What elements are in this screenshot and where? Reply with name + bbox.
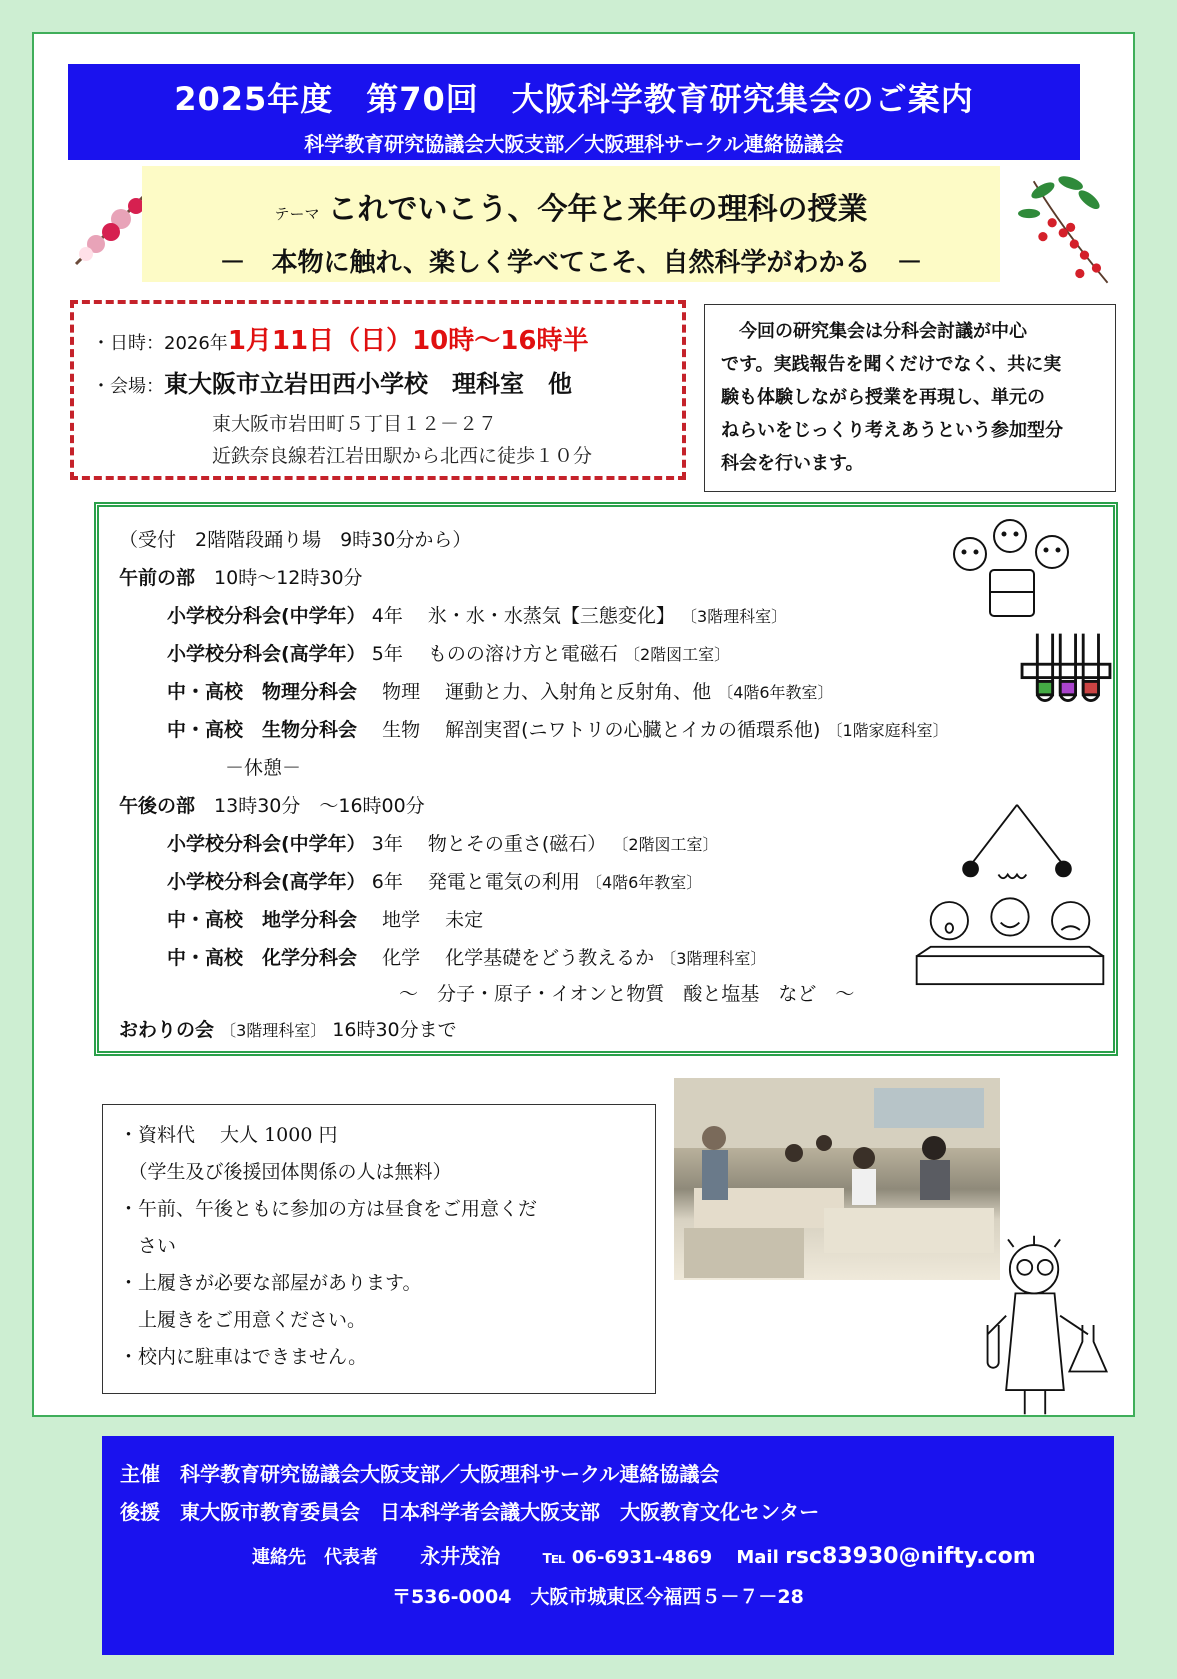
- mail-label: Mail: [736, 1547, 779, 1568]
- intro-line: ねらいをじっくり考えあうという参加型分: [721, 420, 1063, 441]
- note-line: さい: [119, 1235, 177, 1257]
- session-group: 小学校分科会(中学年）: [167, 833, 366, 855]
- children-desk-illustration: [912, 892, 1108, 996]
- session-row: [167, 943, 766, 970]
- session-topic: 発電と電気の利用: [427, 871, 580, 893]
- venue-row: [92, 364, 572, 399]
- note-line: ・資料代 大人 1000 円: [119, 1124, 338, 1146]
- page-title: 2025年度 第70回 大阪科学教育研究集会のご案内: [174, 80, 974, 118]
- intro-line: 科会を行います。: [721, 453, 864, 474]
- venue-address: 東大阪市岩田町５丁目１２－２７: [212, 413, 498, 435]
- notes-box: [102, 1104, 656, 1394]
- theme-main-line: [142, 184, 1000, 228]
- session-group: 中・高校 物理分科会: [167, 681, 358, 703]
- date-year: 2026年: [164, 333, 228, 354]
- supporter-row: [120, 1496, 819, 1525]
- session-topic: 解剖実習(ニワトリの心臓とイカの循環系他): [445, 719, 821, 741]
- event-info-box: [70, 300, 686, 480]
- note-line: ・午前、午後ともに参加の方は昼食をご用意くだ: [119, 1198, 538, 1220]
- session-room: 〔2階図工室〕: [612, 835, 719, 854]
- test-tubes-icon: [1018, 626, 1114, 712]
- venue-address-block: [212, 408, 592, 472]
- footer-banner: [102, 1436, 1114, 1655]
- session-room: 〔2階図工室〕: [623, 645, 731, 664]
- session-grade: 5年: [371, 643, 403, 665]
- session-group: 中・高校 地学分科会: [167, 909, 358, 931]
- organizer-label: 主催: [120, 1462, 160, 1486]
- closing-label: おわりの会: [119, 1019, 215, 1041]
- venue-value: 東大阪市立岩田西小学校 理科室 他: [164, 370, 572, 398]
- session-grade: 3年: [371, 833, 403, 855]
- session-grade: 生物: [382, 719, 421, 741]
- intro-line: 験も体験しながら授業を再現し、単元の: [721, 387, 1045, 408]
- session-grade: 4年: [371, 605, 403, 627]
- classroom-photo: [674, 1078, 1000, 1280]
- note-line: ・校内に駐車はできません。: [119, 1346, 368, 1368]
- session-room: 〔3階理科室〕: [680, 607, 788, 626]
- mail-address[interactable]: rsc83930@nifty.com: [785, 1544, 1036, 1569]
- tel-number: 06-6931-4869: [571, 1547, 713, 1568]
- session-row: [167, 639, 730, 666]
- afternoon-time: 13時30分 ～16時00分: [214, 795, 425, 817]
- tel-label: ℡: [542, 1547, 566, 1568]
- note-line: ・上履きが必要な部屋があります。: [119, 1272, 422, 1294]
- session-room: 〔3階理科室〕: [660, 949, 767, 968]
- session-room: 〔4階6年教室〕: [585, 873, 703, 892]
- morning-label: 午前の部: [119, 567, 196, 589]
- contact-name: 永井茂治: [420, 1544, 501, 1568]
- scientist-illustration: [978, 1232, 1118, 1418]
- morning-time: 10時～12時30分: [214, 567, 363, 589]
- session-group: 中・高校 化学分科会: [167, 947, 358, 969]
- organizer-row: [120, 1458, 719, 1487]
- chem-note: ～ 分子・原子・イオンと物質 酸と塩基 など ～: [399, 983, 855, 1005]
- session-row: [167, 867, 702, 894]
- session-grade: 化学: [382, 947, 421, 969]
- session-topic: 未定: [445, 909, 484, 931]
- contact-row: [252, 1540, 1036, 1569]
- closing-row: [119, 1015, 457, 1042]
- afternoon-label: 午後の部: [119, 795, 196, 817]
- theme-label: テーマ: [274, 205, 320, 223]
- session-topic: ものの溶け方と電磁石: [427, 643, 618, 665]
- closing-room: 〔3階理科室〕: [220, 1021, 327, 1040]
- children-beaker-illustration: [940, 514, 1080, 624]
- date-value: 1月11日（日）10時～16時半: [227, 326, 589, 356]
- contact-label: 連絡先 代表者: [252, 1547, 378, 1568]
- session-grade: 物理: [382, 681, 421, 703]
- pendulum-icon: [952, 800, 1082, 884]
- theme-box: [142, 166, 1000, 282]
- session-topic: 氷・水・水蒸気【三態変化】: [427, 605, 675, 627]
- afternoon-header: [119, 791, 425, 818]
- session-row: [167, 905, 483, 932]
- date-label: ・日時：: [92, 333, 164, 354]
- session-row: [167, 677, 834, 704]
- session-group: 中・高校 生物分科会: [167, 719, 358, 741]
- note-line: 上履きをご用意ください。: [119, 1309, 367, 1331]
- footer-address: 〒536-0004 大阪市城東区今福西５－７－28: [392, 1586, 804, 1608]
- closing-time: 16時30分まで: [332, 1019, 457, 1041]
- title-banner: [68, 64, 1080, 160]
- session-grade: 地学: [382, 909, 421, 931]
- page-subtitle: 科学教育研究協議会大阪支部／大阪理科サークル連絡協議会: [304, 132, 844, 156]
- session-group: 小学校分科会(高学年）: [167, 643, 366, 665]
- note-line: （学生及び後援団体関係の人は無料）: [119, 1161, 452, 1183]
- session-grade: 6年: [371, 871, 403, 893]
- session-room: 〔1階家庭科室〕: [826, 721, 949, 740]
- session-topic: 化学基礎をどう教えるか: [445, 947, 655, 969]
- session-row: [167, 829, 719, 856]
- theme-sub: － 本物に触れ、楽しく学べてこそ、自然科学がわかる －: [219, 248, 923, 278]
- supporter-label: 後援: [120, 1500, 160, 1524]
- session-topic: 運動と力、入射角と反射角、他: [445, 681, 712, 703]
- break-line: －休憩－: [225, 757, 302, 779]
- reception-line: （受付 2階階段踊り場 9時30分から）: [119, 529, 472, 551]
- theme-main: これでいこう、今年と来年の理科の授業: [327, 192, 868, 227]
- nandina-berries-icon: [1012, 172, 1120, 292]
- session-group: 小学校分科会(中学年）: [167, 605, 366, 627]
- intro-line: です。実践報告を聞くだけでなく、共に実: [721, 354, 1062, 375]
- organizer: 科学教育研究協議会大阪支部／大阪理科サークル連絡協議会: [180, 1462, 720, 1486]
- session-row: [167, 601, 787, 628]
- date-row: [92, 320, 588, 357]
- morning-header: [119, 563, 363, 590]
- venue-access: 近鉄奈良線若江岩田駅から北西に徒歩１０分: [212, 445, 593, 467]
- session-group: 小学校分科会(高学年）: [167, 871, 366, 893]
- intro-box: [704, 304, 1116, 492]
- session-row: [167, 715, 949, 742]
- session-topic: 物とその重さ(磁石）: [427, 833, 607, 855]
- venue-label: ・会場：: [92, 376, 164, 397]
- intro-line: 今回の研究集会は分科会討議が中心: [721, 321, 1027, 342]
- session-room: 〔4階6年教室〕: [717, 683, 834, 702]
- supporter: 東大阪市教育委員会 日本科学者会議大阪支部 大阪教育文化センター: [180, 1500, 820, 1524]
